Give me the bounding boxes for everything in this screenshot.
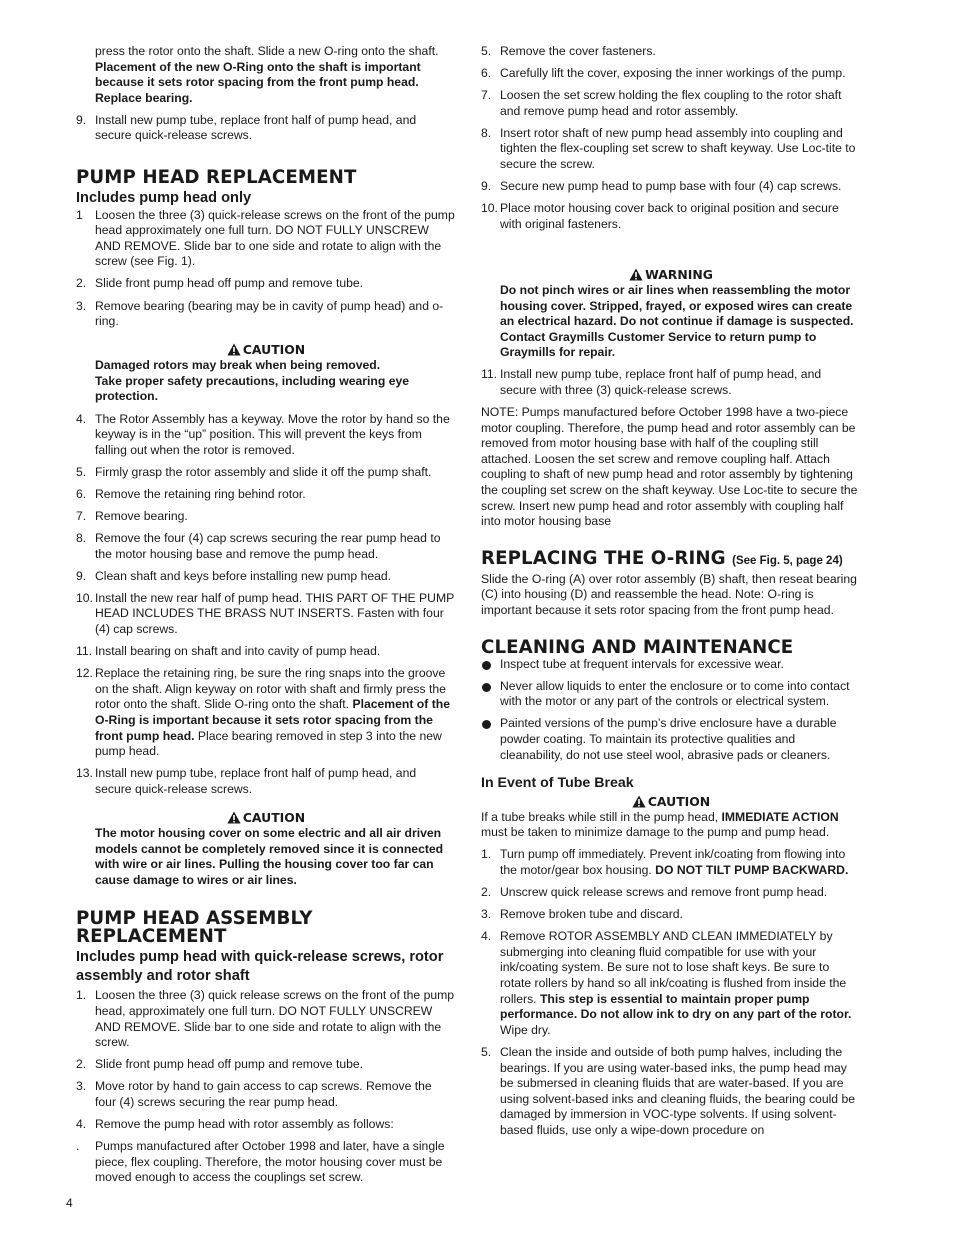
list-item: 7. Remove bearing. (76, 508, 188, 523)
right-column (481, 44, 861, 1145)
list-item: 1. Loosen the three (3) quick release screws on the front of the pump head, approximately one full turn. DO NOT FULLY UNSCREW AND REMOVE. Slide bar to one side and rotate to align with the screw. (76, 988, 455, 1050)
bullet-item: Painted versions of the pump’s drive enclosure have a durable powder coating. To maintain its protective qualities and cleanability, do not use steel wool, abrasive pads or cleaners. (481, 716, 861, 763)
note-paragraph: NOTE: Pumps manufactured before October 1998 have a two-piece motor coupling. Therefore, the pump head and rotor assembly can be removed from motor housing base with half of the coupling still attached. Loosen the set screw and remove coupling half. Attach coupling to shaft of new pump head and rotor assembly by tightening the coupling set screw on the shaft keyway. Use Loc-tite to secure the screw. Insert new pump head and rotor assembly with coupling half into motor housing base (481, 405, 858, 529)
left-column (76, 44, 456, 1192)
warning-body: Do not pinch wires or air lines when reassembling the motor housing cover. Stripped, frayed, or exposed wires can create an electrical hazard. Do not continue if damage is suspected. Contact Graymills Customer Service to return pump to Graymills for repair. (500, 282, 854, 360)
list-item: 6. Remove the retaining ring behind rotor. (76, 486, 306, 501)
section-title-pump-head-replacement: PUMP HEAD REPLACEMENT (76, 166, 357, 188)
caution-body: Damaged rotors may break when being removed. Take proper safety precautions, including wearing eye protection. (95, 358, 410, 404)
list-item: 4. Remove the pump head with rotor assembly as follows: (76, 1117, 394, 1131)
warning-triangle-icon (632, 795, 646, 808)
continued-step: press the rotor onto the shaft. Slide a new O-ring onto the shaft. Placement of the new O-Ring onto the shaft is important because it sets rotor spacing from the front pump head. Replace bearing. (95, 44, 439, 105)
list-item: 1 Loosen the three (3) quick-release screws on the front of the pump head approximately one full turn. DO NOT FULLY UNSCREW AND REMOVE. Slide bar to one side and rotate to align with the screw (see Fig. 1). (76, 207, 455, 269)
list-item: 2. Unscrew quick release screws and remove front pump head. (481, 885, 828, 900)
list-item: 10. Install the new rear half of pump head. THIS PART OF THE PUMP HEAD INCLUDES THE BRASS NUT INSERTS. Fasten with four (4) cap screws. (76, 590, 455, 637)
caution-heading: CAUTION (481, 794, 861, 810)
list-item: 5. Clean the inside and outside of both pump halves, including the bearings. If you are using water-based inks, the pump head may be submersed in cleaning fluids that are water-based. If you are using solvent-based inks and cleaning fluids, the bearing could be damaged by immersion in VOC-type solvents. If using solvent-based fluids, use only a wipe-down procedure on (481, 1044, 856, 1137)
list-item: 5. Remove the cover fasteners. (481, 44, 656, 58)
list-item: 3. Remove broken tube and discard. (481, 907, 683, 922)
list-item: 9. Secure new pump head to pump base with four (4) cap screws. (481, 179, 842, 194)
list-item: . Pumps manufactured after October 1998 and later, have a single piece, flex coupling. Therefore, the motor housing cover must be moved enough to access the couplings set screw. (76, 1139, 445, 1185)
list-item: 12. Replace the retaining ring, be sure the ring snaps into the groove on the shaft. Align keyway on rotor with shaft and firmly press the rotor onto the shaft. Slide O-ring onto the shaft. Placement of the O-Ring is important because it sets rotor spacing from the front pump head. Place bearing removed in step 3 into the new pump head. (76, 666, 450, 759)
list-item: 10. Place motor housing cover back to original position and secure with original fasteners. (481, 201, 839, 231)
list-item: 5. Firmly grasp the rotor assembly and slide it off the pump shaft. (76, 464, 432, 479)
bullet-icon (482, 720, 491, 729)
list-item: 11. Install bearing on shaft and into cavity of pump head. (76, 644, 381, 659)
bullet-item: Inspect tube at frequent intervals for excessive wear. (481, 657, 861, 673)
bullet-icon (482, 683, 491, 692)
list-item: 7. Loosen the set screw holding the flex coupling to the rotor shaft and remove pump head and rotor assembly. (481, 88, 842, 118)
o-ring-paragraph: Slide the O-ring (A) over rotor assembly (B) shaft, then reseat bearing (C) into housing (D) and reassemble the head. Note: O-ring is important because it sets rotor spacing from the front pump head. (481, 571, 857, 618)
list-item: 6. Carefully lift the cover, exposing the inner workings of the pump. (481, 66, 846, 81)
list-item: 4. The Rotor Assembly has a keyway. Move the rotor by hand so the keyway is in the “up” position. This will prevent the keys from falling out when the rotor is removed. (76, 411, 450, 457)
warning-triangle-icon (227, 343, 241, 356)
list-item: 8. Insert rotor shaft of new pump head assembly into coupling and tighten the flex-coupling set screw to shaft keyway. Use Loc-tite to secure the screw. (481, 125, 856, 172)
tube-break-intro: If a tube breaks while still in the pump head, IMMEDIATE ACTION must be taken to minimize damage to the pump and pump head. (481, 809, 839, 840)
list-item: 9. Clean shaft and keys before installing new pump head. (76, 568, 392, 583)
list-item: 2. Slide front pump head off pump and remove tube. (76, 276, 364, 291)
list-item: 11. Install new pump tube, replace front half of pump head, and secure with three (3) quick-release screws. (481, 367, 822, 397)
bullet-item: Never allow liquids to enter the enclosure or to come into contact with the motor or any part of the controls or electrical system. (481, 679, 861, 710)
section-subtitle: Includes pump head with quick-release screws, rotor assembly and rotor shaft (76, 949, 444, 985)
section-title-replacing-o-ring: REPLACING THE O-RING (See Fig. 5, page 24) (481, 547, 843, 569)
caution-heading: CAUTION (76, 342, 456, 358)
list-item: 1. Turn pump off immediately. Prevent ink/coating from flowing into the motor/gear box housing. DO NOT TILT PUMP BACKWARD. (481, 847, 849, 877)
list-item: 9. Install new pump tube, replace front half of pump head, and secure quick-release screws. (76, 112, 417, 143)
section-title-pump-head-assembly-replacement: PUMP HEAD ASSEMBLY REPLACEMENT (76, 908, 313, 948)
section-subtitle: Includes pump head only (76, 189, 252, 206)
list-item: 2. Slide front pump head off pump and remove tube. (76, 1057, 364, 1072)
section-title-cleaning-maintenance: CLEANING AND MAINTENANCE (481, 636, 794, 658)
warning-triangle-icon (227, 811, 241, 824)
page-number: 4 (66, 1196, 73, 1210)
warning-triangle-icon (629, 268, 643, 281)
list-item: 13. Install new pump tube, replace front half of pump head, and secure quick-release screws. (76, 766, 417, 796)
bullet-icon (482, 661, 491, 670)
warning-heading: WARNING (481, 267, 861, 283)
caution-heading: CAUTION (76, 810, 456, 826)
list-item: 8. Remove the four (4) cap screws securing the rear pump head to the motor housing base and remove the pump head. (76, 531, 441, 561)
list-item: 3. Move rotor by hand to gain access to cap screws. Remove the four (4) screws securing the rear pump head. (76, 1079, 432, 1109)
list-item: 4. Remove ROTOR ASSEMBLY AND CLEAN IMMEDIATELY by submerging into cleaning fluid compatible for use with your ink/coating system. Be sure not to lose shaft keys. Be sure to rotate rollers by hand so all ink/coating is flushed from inside the rollers. This step is essential to maintain proper pump performance. Do not allow ink to dry on any part of the rotor. Wipe dry. (481, 929, 852, 1037)
list-item: 3. Remove bearing (bearing may be in cavity of pump head) and o-ring. (76, 298, 444, 329)
subsection-title-tube-break: In Event of Tube Break (481, 774, 634, 791)
caution-body: The motor housing cover on some electric and all air driven models cannot be completely removed since it is connected with wire or air lines. Pulling the housing cover too far can cause damage to wires or air lines. (95, 825, 444, 887)
